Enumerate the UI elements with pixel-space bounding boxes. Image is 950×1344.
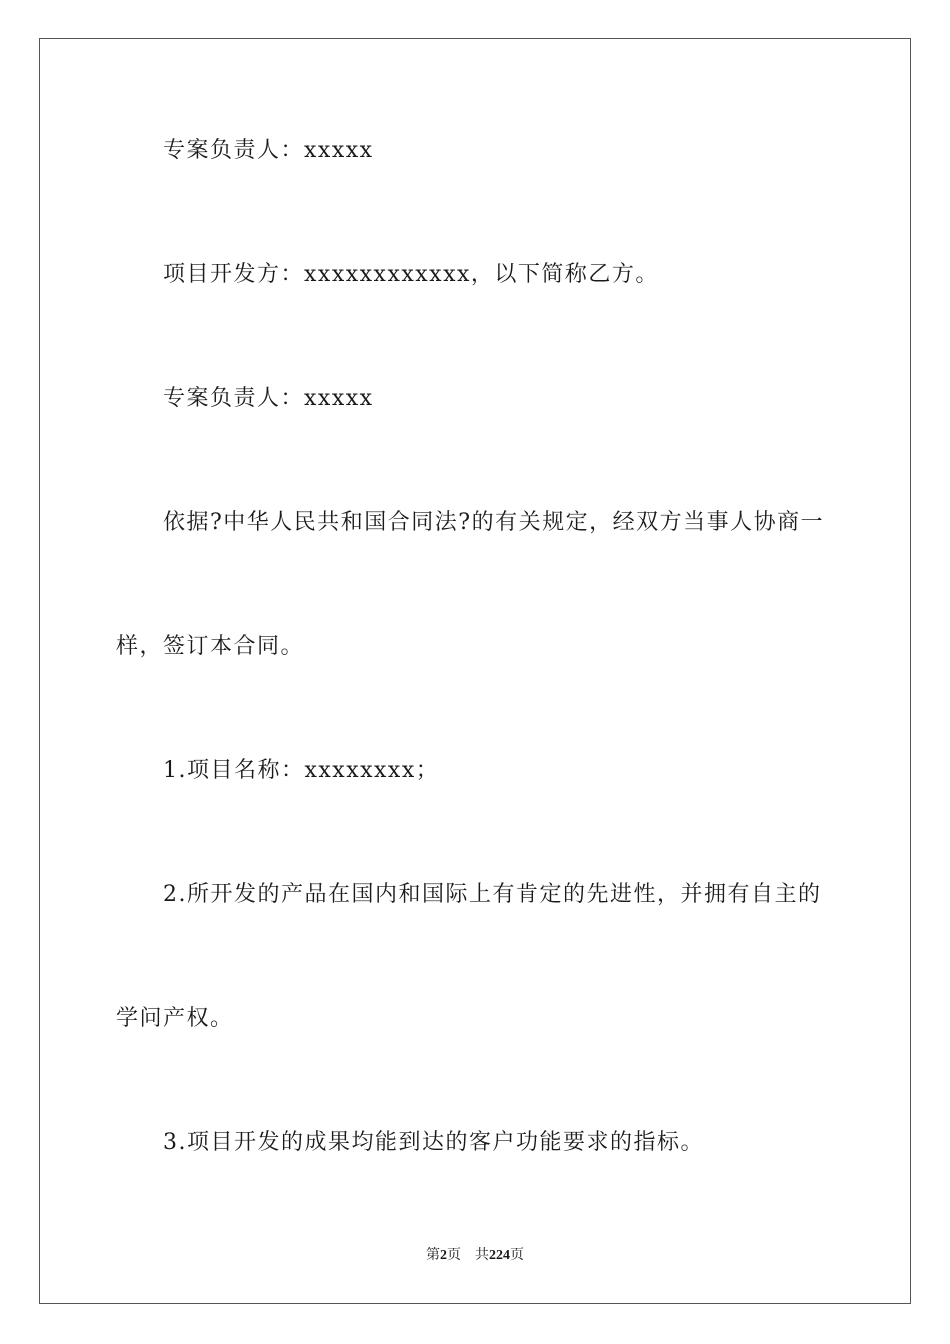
footer-total-number: 224 [489,1248,510,1263]
contract-line-2: 项目开发方：xxxxxxxxxxxx，以下简称乙方。 [163,262,659,287]
contract-line-3: 专案负责人：xxxxx [163,386,374,411]
contract-line-5: 样，签订本合同。 [116,634,305,659]
footer-page-suffix: 页 [447,1248,461,1263]
contract-line-9: 3.项目开发的成果均能到达的客户功能要求的指标。 [163,1130,704,1155]
contract-line-7: 2.所开发的产品在国内和国际上有肯定的先进性，并拥有自主的 [163,882,822,907]
footer-total-suffix: 页 [510,1248,524,1263]
contract-line-4: 依据?中华人民共和国合同法?的有关规定，经双方当事人协商一 [163,510,825,535]
page-border [39,38,911,1304]
contract-line-8: 学问产权。 [116,1006,234,1031]
footer-total-prefix: 共 [475,1248,489,1263]
footer-page-number: 2 [440,1248,447,1263]
contract-line-6: 1.项目名称：xxxxxxxx； [163,758,440,783]
footer-page-prefix: 第 [426,1248,440,1263]
contract-line-1: 专案负责人：xxxxx [163,138,374,163]
page-footer [0,1246,950,1266]
